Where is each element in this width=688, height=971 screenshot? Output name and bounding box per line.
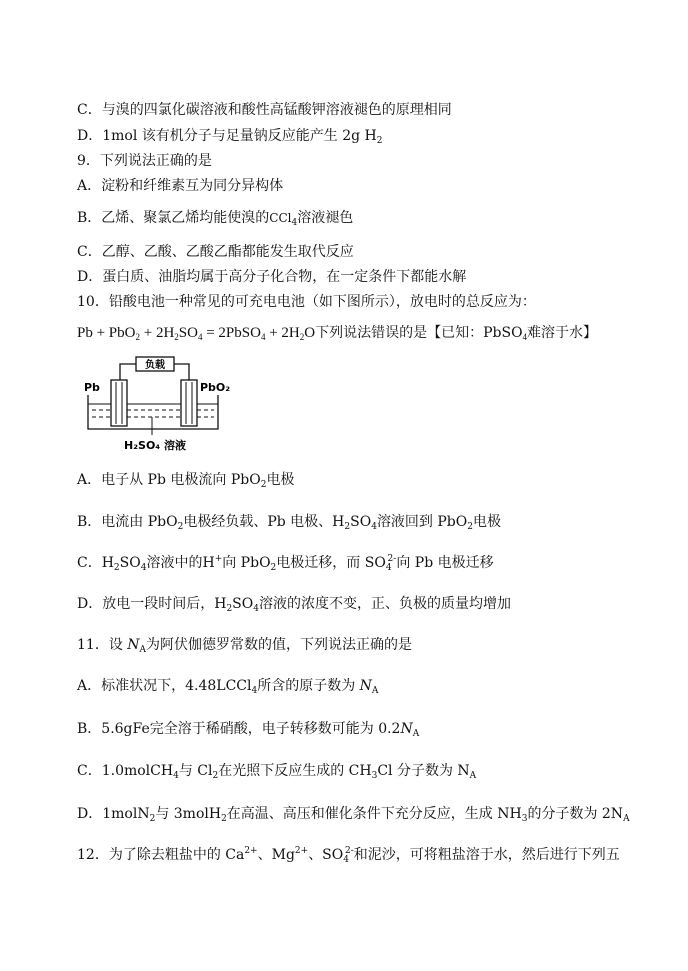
q11-c-mid3: Cl 分子数为 N <box>377 763 470 779</box>
eq-o: O <box>304 325 316 341</box>
q11-d-pre: D．1molN <box>77 806 150 822</box>
q8-option-d-text: D．1mol 该有机分子与足量钠反应能产生 2g H <box>77 128 377 144</box>
q11-d-sub2: 2 <box>221 814 227 824</box>
q11-stem-na: N <box>127 637 140 653</box>
pbo2-electrode-label: PbO₂ <box>200 381 231 394</box>
q10-a-pre: A．电子从 Pb 电极流向 PbO <box>77 472 261 488</box>
eq-pb: Pb <box>77 325 93 341</box>
q10-b-sub1: 2 <box>177 522 184 532</box>
q11-c-sub3: 3 <box>371 771 378 781</box>
eq-plus3: + 2H <box>265 325 300 341</box>
q10-stem: 10．铅酸电池一种常见的可充电电池（如下图所示），放电时的总反应为： <box>77 294 536 310</box>
q10-c-pre: C．H <box>77 555 114 571</box>
q12-post: 和泥沙，可将粗盐溶于水，然后进行下列五 <box>353 847 620 863</box>
q11-stem-pre: 11．设 <box>77 637 128 653</box>
q10-c-mid1: SO <box>119 555 141 571</box>
pbo2-electrode <box>181 380 197 426</box>
q11-c-sub2: 2 <box>212 771 219 781</box>
q11-option-b <box>77 720 419 738</box>
q11-a-pre: A．标准状况下，4.48LCCl <box>77 678 252 694</box>
q10-c-mid4: 电极迁移，而 SO <box>276 555 386 571</box>
q10-c-mid2: 溶液中的H <box>146 555 215 571</box>
eq-sub1: 2 <box>135 332 140 342</box>
q11-d-nasub: A <box>623 814 630 824</box>
q9-option-b-pre: B．乙烯、聚氯乙烯均能使溴的 <box>77 210 270 226</box>
q11-d-mid2: 在高温、高压和催化条件下充分反应，生成 NH <box>226 806 522 822</box>
battery-container <box>88 395 218 429</box>
q10-c-sub2: 4 <box>140 563 147 573</box>
q10-option-d <box>77 595 511 613</box>
lead-acid-battery-figure <box>84 355 254 453</box>
q9-option-b-post: 溶液褪色 <box>297 210 354 226</box>
q10-c-sub4: 4 <box>385 563 392 573</box>
q9-option-a: A．淀粉和纤维素互为同分异构体 <box>77 178 284 194</box>
q10-d-sub2: 4 <box>253 604 259 614</box>
q12-sub1: 4 <box>343 855 349 865</box>
q10-option-b <box>77 513 501 531</box>
q11-c-nasub: A <box>469 771 477 781</box>
q11-c-mid1: 与 Cl <box>178 763 213 779</box>
q11-d-mid3: 的分子数为 2N <box>527 806 624 822</box>
q10-c-post: 向 Pb 电极迁移 <box>396 555 494 571</box>
eq-sub2: 2 <box>174 332 179 342</box>
q11-option-c <box>77 762 476 780</box>
eq-plus1: + PbO <box>92 325 136 341</box>
q10-b-sub2: 2 <box>344 522 351 532</box>
eq-sub4: 4 <box>260 332 266 342</box>
eq-sub6: 4 <box>522 332 528 342</box>
pb-electrode <box>111 380 127 426</box>
q9-option-b-sub: 4 <box>291 218 298 228</box>
q11-d-sub3: 3 <box>521 814 528 824</box>
q10-a-post: 电极 <box>266 472 295 488</box>
q12-pre: 12．为了除去粗盐中的 Ca <box>77 847 245 863</box>
q12-sup2: 2+ <box>294 846 309 856</box>
q10-d-pre: D．放电一段时间后，H <box>77 596 227 612</box>
q10-d-post: 溶液的浓度不变，正、负极的质量均增加 <box>258 596 511 612</box>
q11-option-a <box>77 677 378 695</box>
q9-option-b <box>77 209 353 227</box>
q10-b-sub3: 4 <box>371 522 377 532</box>
q10-c-sup2: 2- <box>387 554 397 564</box>
q10-a-sub: 2 <box>260 480 267 490</box>
q11-a-sub: 4 <box>251 686 258 696</box>
q8-option-c: C．与溴的四氯化碳溶液和酸性高锰酸钾溶液褪色的原理相同 <box>77 102 452 118</box>
q11-c-mid2: 在光照下反应生成的 CH <box>218 763 372 779</box>
q9-option-b-ccl: CCl <box>269 211 292 225</box>
q12-mid1: 、Mg <box>257 847 295 863</box>
q10-b-post: 电极 <box>472 514 501 530</box>
load-label: 负载 <box>145 360 165 371</box>
q11-b-na: N <box>400 721 413 737</box>
q11-a-nasub: A <box>371 686 379 696</box>
q9-stem: 9．下列说法正确的是 <box>77 153 212 169</box>
q12-sup3: 2- <box>345 846 354 856</box>
q10-c-sup1: + <box>214 554 223 564</box>
q11-b-nasub: A <box>412 729 420 739</box>
q11-d-sub1: 2 <box>149 814 156 824</box>
eq-end: 难溶于水】 <box>527 325 598 341</box>
q10-option-c <box>77 554 494 572</box>
eq-plus2: + 2H <box>139 325 175 341</box>
q11-a-na: N <box>359 678 372 694</box>
q12-stem <box>77 846 620 864</box>
q10-b-mid3: 溶液回到 PbO <box>376 514 468 530</box>
eq-so: SO <box>178 325 198 341</box>
q10-b-pre: B．电流由 PbO <box>77 514 178 530</box>
q10-d-sub1: 2 <box>226 604 233 614</box>
q12-mid2: 、SO <box>308 847 344 863</box>
q10-c-mid3: 向 PbO <box>222 555 271 571</box>
q10-equation <box>77 324 597 342</box>
q10-b-mid2: SO <box>350 514 372 530</box>
q11-b-pre: B．5.6gFe完全溶于稀硝酸，电子转移数可能为 0.2 <box>77 721 401 737</box>
q8-option-d-sub: 2 <box>376 136 383 146</box>
q9-option-d: D．蛋白质、油脂均属于高分子化合物，在一定条件下都能水解 <box>77 269 467 285</box>
q11-c-sub1: 4 <box>173 771 179 781</box>
pb-electrode-label: Pb <box>84 381 100 394</box>
q12-sup1: 2+ <box>244 846 258 856</box>
q10-b-sub4: 2 <box>467 522 473 532</box>
q10-c-sub1: 2 <box>113 563 120 573</box>
q9-option-c: C．乙醇、乙酸、乙酸乙酯都能发生取代反应 <box>77 244 354 260</box>
eq-sub3: 4 <box>197 332 203 342</box>
q10-c-sub3: 2 <box>270 563 277 573</box>
q11-a-mid: 所含的原子数为 <box>257 678 360 694</box>
q8-option-d <box>77 127 382 145</box>
eq-eq: = 2PbSO <box>202 325 261 341</box>
q10-b-mid1: 电极经负载、Pb 电极、H <box>183 514 345 530</box>
eq-post: 下列说法错误的是【已知：PbSO <box>315 325 523 341</box>
q11-c-pre: C．1.0molCH <box>77 763 174 779</box>
q11-stem-post: 为阿伏伽德罗常数的值，下列说法正确的是 <box>146 637 413 653</box>
q10-d-mid: SO <box>232 596 254 612</box>
solution-label: H₂SO₄ 溶液 <box>124 439 186 452</box>
q11-stem <box>77 636 412 654</box>
q11-stem-sub: A <box>139 645 147 655</box>
eq-sub5: 2 <box>299 332 305 342</box>
q10-option-a <box>77 471 294 489</box>
q11-d-mid1: 与 3molH <box>155 806 222 822</box>
q11-option-d <box>77 805 630 823</box>
